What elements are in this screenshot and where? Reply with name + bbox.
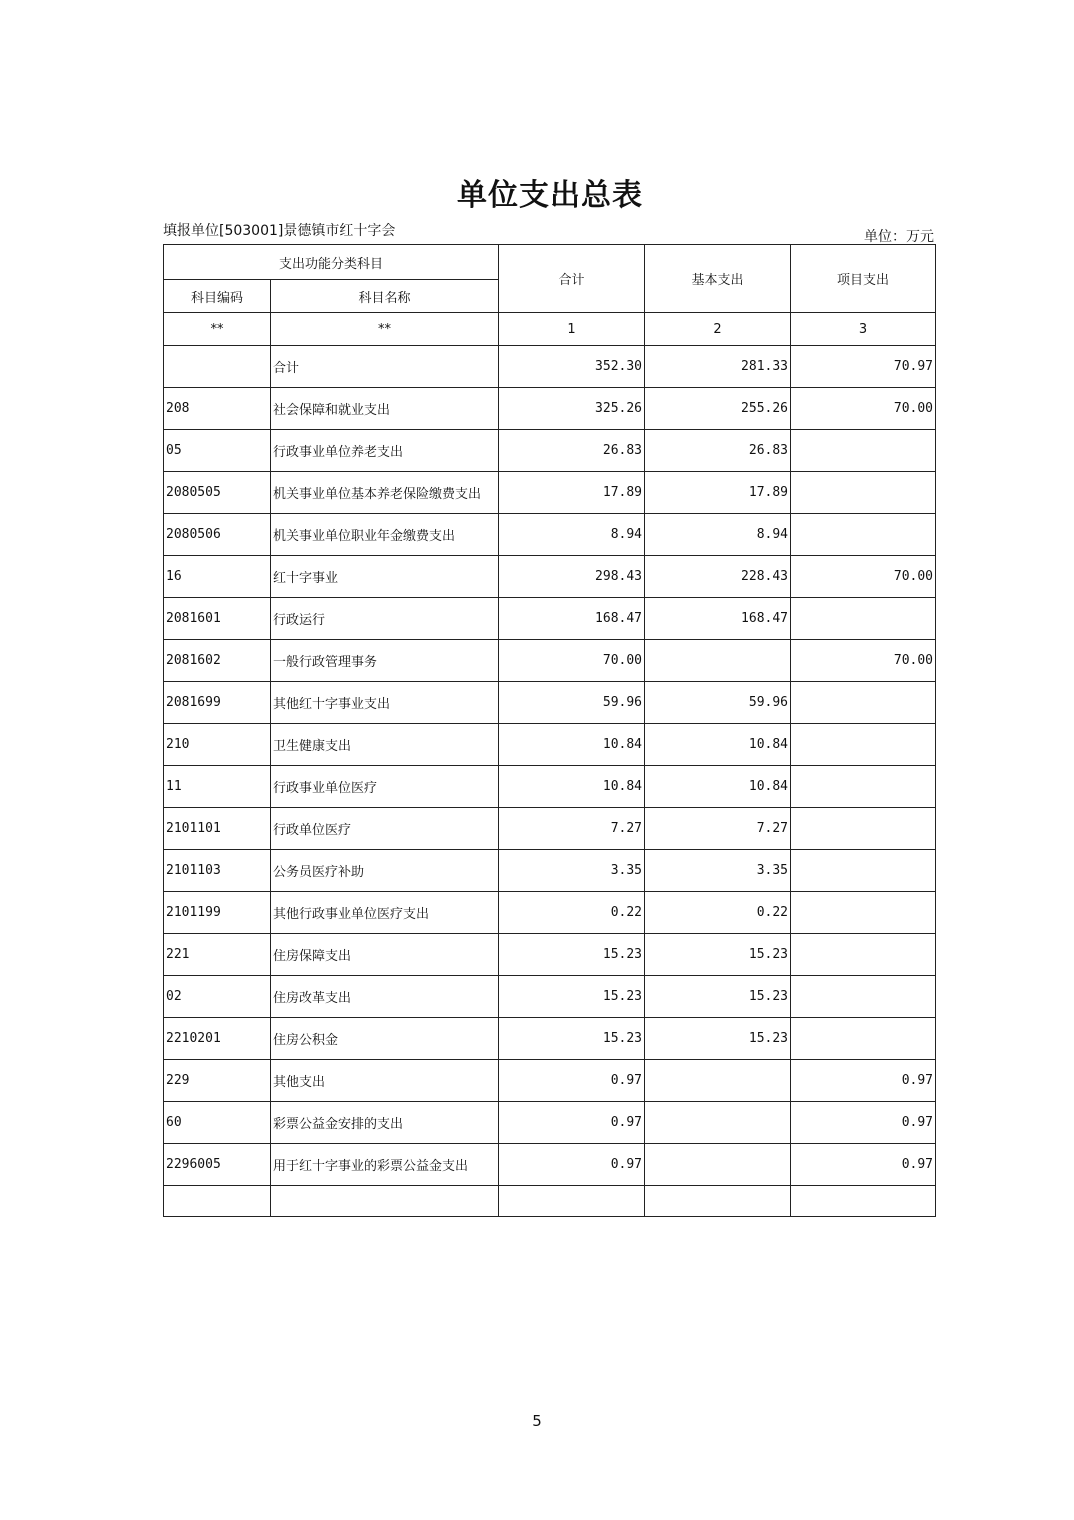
index-name: ** [271,313,499,346]
subject-name-cell: 用于红十字事业的彩票公益金支出 [271,1144,499,1186]
project-expenditure-cell: 0.97 [791,1102,936,1144]
subject-name-cell: 行政运行 [271,598,499,640]
subject-code-cell: 229 [164,1060,271,1102]
header-row-index [164,313,936,346]
subject-name-cell: 其他支出 [271,1060,499,1102]
basic-expenditure-cell [645,1144,791,1186]
index-basic: 2 [645,313,791,346]
total-cell: 7.27 [499,808,645,850]
table-row [164,598,936,640]
subject-code-cell: 210 [164,724,271,766]
subject-name-cell: 住房保障支出 [271,934,499,976]
subject-name-cell: 其他红十字事业支出 [271,682,499,724]
project-expenditure-cell: 70.97 [791,346,936,388]
subject-name-cell: 卫生健康支出 [271,724,499,766]
basic-expenditure-cell: 228.43 [645,556,791,598]
currency-unit-label: 单位：万元 [864,229,934,245]
index-project: 3 [791,313,936,346]
subject-code-cell: 2101199 [164,892,271,934]
subject-code-cell: 16 [164,556,271,598]
project-expenditure-cell [791,724,936,766]
subject-code-cell: 208 [164,388,271,430]
header-basic-expenditure: 基本支出 [645,245,791,313]
basic-expenditure-cell: 15.23 [645,1018,791,1060]
subject-name-cell: 行政事业单位医疗 [271,766,499,808]
subject-code-cell: 2210201 [164,1018,271,1060]
basic-expenditure-cell: 281.33 [645,346,791,388]
empty-cell [645,1186,791,1217]
subject-code-cell: 2101101 [164,808,271,850]
basic-expenditure-cell: 3.35 [645,850,791,892]
subject-code-cell: 2101103 [164,850,271,892]
project-expenditure-cell [791,850,936,892]
subject-code-cell [164,346,271,388]
table-row [164,766,936,808]
project-expenditure-cell: 70.00 [791,556,936,598]
project-expenditure-cell: 0.97 [791,1060,936,1102]
subject-name-cell: 合计 [271,346,499,388]
project-expenditure-cell: 70.00 [791,388,936,430]
table-row [164,1060,936,1102]
index-code: ** [164,313,271,346]
total-cell: 10.84 [499,766,645,808]
total-cell: 3.35 [499,850,645,892]
project-expenditure-cell [791,892,936,934]
empty-cell [271,1186,499,1217]
basic-expenditure-cell: 168.47 [645,598,791,640]
table-row [164,640,936,682]
table-row [164,934,936,976]
basic-expenditure-cell [645,640,791,682]
project-expenditure-cell [791,934,936,976]
subject-code-cell: 60 [164,1102,271,1144]
basic-expenditure-cell [645,1102,791,1144]
basic-expenditure-cell [645,1060,791,1102]
basic-expenditure-cell: 7.27 [645,808,791,850]
basic-expenditure-cell: 10.84 [645,724,791,766]
project-expenditure-cell: 70.00 [791,640,936,682]
basic-expenditure-cell: 15.23 [645,934,791,976]
header-total: 合计 [499,245,645,313]
table-row [164,892,936,934]
table-row [164,514,936,556]
total-cell: 59.96 [499,682,645,724]
subject-code-cell: 2081699 [164,682,271,724]
project-expenditure-cell [791,1018,936,1060]
subject-code-cell: 11 [164,766,271,808]
table-row [164,1102,936,1144]
project-expenditure-cell [791,472,936,514]
basic-expenditure-cell: 15.23 [645,976,791,1018]
table-row [164,556,936,598]
total-cell: 352.30 [499,346,645,388]
table-row [164,346,936,388]
subject-name-cell: 住房改革支出 [271,976,499,1018]
total-cell: 15.23 [499,976,645,1018]
total-cell: 325.26 [499,388,645,430]
basic-expenditure-cell: 0.22 [645,892,791,934]
header-subject-name: 科目名称 [271,280,499,313]
basic-expenditure-cell: 26.83 [645,430,791,472]
filler-unit-label: 填报单位[503001]景德镇市红十字会 [163,223,396,239]
subject-name-cell: 社会保障和就业支出 [271,388,499,430]
total-cell: 0.22 [499,892,645,934]
basic-expenditure-cell: 59.96 [645,682,791,724]
empty-cell [499,1186,645,1217]
total-cell: 0.97 [499,1102,645,1144]
project-expenditure-cell [791,808,936,850]
subject-code-cell: 2080506 [164,514,271,556]
project-expenditure-cell [791,682,936,724]
page-number: 5 [532,1412,542,1430]
basic-expenditure-cell: 17.89 [645,472,791,514]
table-row [164,472,936,514]
project-expenditure-cell: 0.97 [791,1144,936,1186]
header-project-expenditure: 项目支出 [791,245,936,313]
table-row [164,1144,936,1186]
table-row [164,1018,936,1060]
total-cell: 0.97 [499,1060,645,1102]
basic-expenditure-cell: 10.84 [645,766,791,808]
total-cell: 168.47 [499,598,645,640]
total-cell: 15.23 [499,934,645,976]
project-expenditure-cell [791,430,936,472]
subject-name-cell: 行政事业单位养老支出 [271,430,499,472]
table-row [164,850,936,892]
subject-name-cell: 红十字事业 [271,556,499,598]
total-cell: 298.43 [499,556,645,598]
total-cell: 10.84 [499,724,645,766]
header-function-category: 支出功能分类科目 [164,245,499,280]
table-row [164,808,936,850]
basic-expenditure-cell: 255.26 [645,388,791,430]
table-row [164,976,936,1018]
table-row [164,724,936,766]
subject-name-cell: 机关事业单位基本养老保险缴费支出 [271,472,499,514]
total-cell: 8.94 [499,514,645,556]
subject-code-cell: 05 [164,430,271,472]
total-cell: 26.83 [499,430,645,472]
subject-name-cell: 其他行政事业单位医疗支出 [271,892,499,934]
subject-name-cell: 一般行政管理事务 [271,640,499,682]
subject-name-cell: 彩票公益金安排的支出 [271,1102,499,1144]
subject-name-cell: 机关事业单位职业年金缴费支出 [271,514,499,556]
total-cell: 0.97 [499,1144,645,1186]
basic-expenditure-cell: 8.94 [645,514,791,556]
subject-code-cell: 2081601 [164,598,271,640]
expenditure-table [163,244,936,1217]
index-total: 1 [499,313,645,346]
total-cell: 70.00 [499,640,645,682]
project-expenditure-cell [791,598,936,640]
table-row [164,682,936,724]
subject-code-cell: 221 [164,934,271,976]
total-cell: 15.23 [499,1018,645,1060]
empty-cell [164,1186,271,1217]
project-expenditure-cell [791,766,936,808]
table-row [164,430,936,472]
page-title: 单位支出总表 [457,178,643,213]
table-row-blank [164,1186,936,1217]
subject-code-cell: 02 [164,976,271,1018]
subject-code-cell: 2296005 [164,1144,271,1186]
subject-name-cell: 行政单位医疗 [271,808,499,850]
total-cell: 17.89 [499,472,645,514]
project-expenditure-cell [791,976,936,1018]
header-subject-code: 科目编码 [164,280,271,313]
project-expenditure-cell [791,514,936,556]
empty-cell [791,1186,936,1217]
subject-code-cell: 2081602 [164,640,271,682]
subject-code-cell: 2080505 [164,472,271,514]
header-row-group [164,245,936,280]
table-row [164,388,936,430]
subject-name-cell: 公务员医疗补助 [271,850,499,892]
subject-name-cell: 住房公积金 [271,1018,499,1060]
